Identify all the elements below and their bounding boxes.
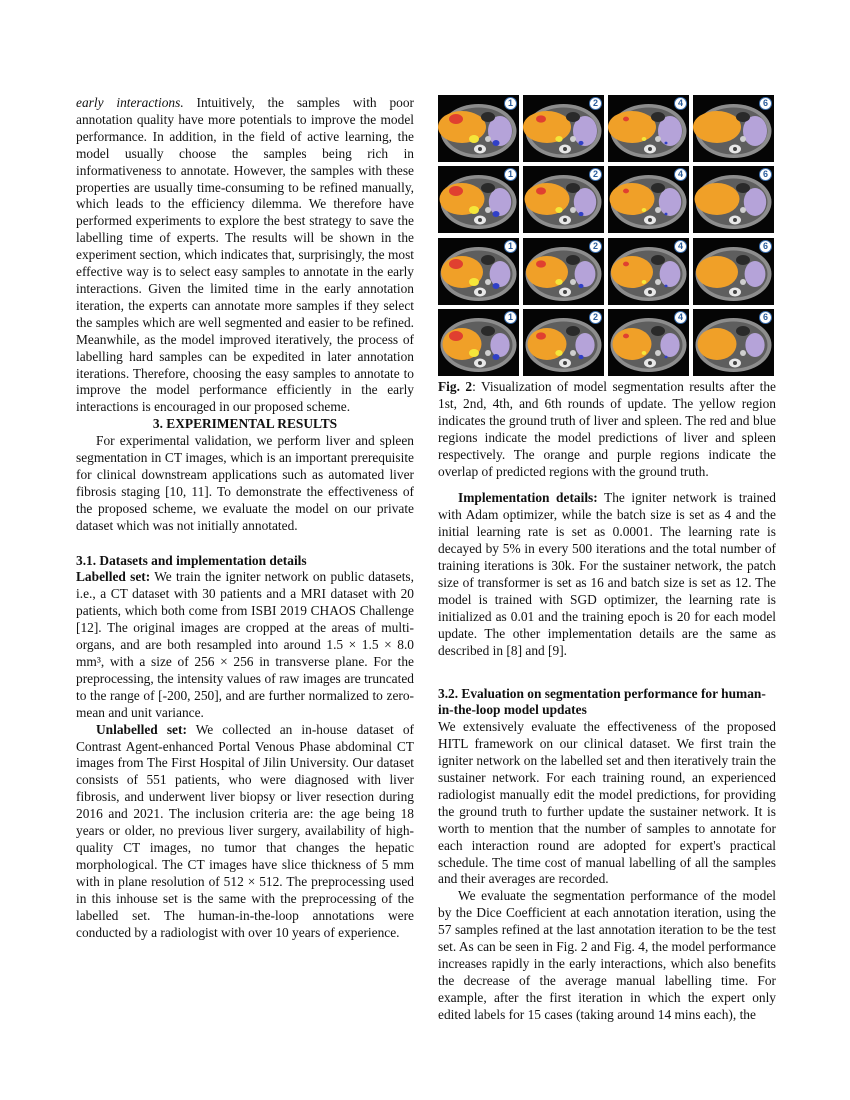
unlabelled-text: We collected an in-house dataset of Contrast Agent-enhanced Portal Venous Phase abdominal CT images from The First Hospital of Jilin University. Our dataset consists of 551 patients, who were diagnosed with liver fibrosis, and underwent liver biopsy or liver resection during 2016 and 2021. The inclusion criteria are: the age being 18 years or older, no previous liver surgery, availability of high-quality CT images, no tumor that changes the hepatic morphological. The CT images have slice thickness of 5 mm with in plane resolution of 512 × 512. The preprocessing used in this inhouse set is the same with the preprocessing of the labelled set. The human-in-the-loop annotations were conducted by a radiologist with over 10 years of experience. bbox=[76, 721, 414, 940]
ct-slice-thumbnail bbox=[608, 166, 689, 233]
liver-prediction-error bbox=[623, 117, 629, 122]
spleen-region bbox=[744, 188, 766, 216]
liver-prediction-error bbox=[449, 259, 463, 269]
stomach-gas bbox=[566, 183, 580, 193]
stomach-gas bbox=[736, 183, 750, 193]
aorta bbox=[655, 350, 661, 356]
round-badge: 1 bbox=[504, 311, 517, 324]
spleen-region bbox=[490, 261, 511, 287]
spacer bbox=[76, 535, 414, 553]
aorta bbox=[655, 207, 661, 213]
aorta bbox=[485, 350, 491, 356]
liver-prediction-error bbox=[623, 189, 629, 194]
paragraph-evaluation-2: We evaluate the segmentation performance of the model by the Dice Coefficient at each annotation iteration, using the 57 samples refined at the last annotation iteration to be the test set. As can be seen in Fig. 2 and Fig. 4, the model performance increases rapidly in the early interactions, which also benefits the decrease of the average manual labelling time. For example, after the first iteration in which the expert only edited labels for 15 cases (taking around 14 mins each), the bbox=[438, 888, 776, 1022]
aorta bbox=[740, 350, 746, 356]
round-badge: 4 bbox=[674, 311, 687, 324]
spleen-region bbox=[575, 261, 596, 287]
spleen-region bbox=[489, 188, 511, 216]
aorta bbox=[485, 207, 491, 213]
stomach-gas bbox=[651, 112, 665, 122]
spleen-region bbox=[745, 261, 766, 287]
aorta bbox=[740, 207, 746, 213]
spleen-prediction-error bbox=[579, 355, 584, 359]
ground-truth-region bbox=[469, 135, 479, 143]
spleen-region bbox=[575, 333, 594, 357]
ct-slice-thumbnail bbox=[523, 309, 604, 376]
paragraph-text: Intuitively, the samples with poor annotation quality have more potentials to improve the model performance. In addition, in the field of active learning, the model usually choose the samples being rich in informativeness to annotate. However, the samples with these properties are usually time-consuming to be refined manually, which leads to the efficiency dilemma. We therefore have performed experiments to explore the best strategy to save the labelling time of experts. The results will be shown in the experiment section, which indicates that, surprisingly, the most effective way is to select easy samples to annotate in the early interactions. Given the limited time in the early annotation iteration, the experts can annotate more samples if they select the samples which are well segmented and easier to be refined. Meanwhile, as the model improved iteratively, the process of labelling hard samples can be expedited in later annotation iterations. Therefore, choosing the easy samples to annotate to improve the model performance efficiently in the early interactions is encouraged in our proposed scheme. bbox=[76, 95, 415, 415]
spinal-canal bbox=[648, 147, 652, 151]
implementation-text: The igniter network is trained with Adam optimizer, while the batch size is set as 4 and the initial learning rate is set as 0.0001. The learning rate is decayed by 5% in every 500 iterations and the total number of training iterations is 30k. For the sustainer network, the patch size of transformer is set as 16 and batch size is set as 12. The model is trained with SGD optimizer, the learning rate is initialized as 0.01 and the training epoch is 20 for each model update. The other implementation details are the same as described in [8] and [9]. bbox=[438, 490, 776, 658]
spleen-prediction-error bbox=[665, 213, 668, 216]
italic-lead: early interactions. bbox=[76, 95, 184, 110]
liver-prediction-error bbox=[449, 114, 463, 124]
stomach-gas bbox=[566, 326, 580, 336]
liver-region bbox=[610, 183, 655, 215]
ground-truth-region bbox=[469, 278, 479, 286]
subsection-title: 3.1. Datasets and implementation details bbox=[76, 552, 307, 568]
spleen-region bbox=[745, 333, 764, 357]
ct-slice-thumbnail bbox=[693, 309, 774, 376]
liver-region bbox=[693, 111, 741, 143]
spleen-prediction-error bbox=[665, 142, 668, 145]
spleen-prediction-error bbox=[579, 141, 584, 145]
liver-prediction-error bbox=[623, 261, 629, 266]
spinal-canal bbox=[563, 361, 567, 365]
spleen-region bbox=[574, 188, 596, 216]
aorta bbox=[740, 279, 746, 285]
paragraph-implementation bbox=[438, 490, 776, 659]
ground-truth-region bbox=[469, 349, 479, 357]
spinal-canal bbox=[563, 218, 567, 222]
ct-slice-thumbnail bbox=[693, 95, 774, 162]
aorta bbox=[570, 136, 576, 142]
ground-truth-region bbox=[642, 137, 647, 141]
aorta bbox=[655, 136, 661, 142]
spleen-prediction-error bbox=[493, 354, 500, 360]
ct-slice-thumbnail bbox=[693, 238, 774, 305]
aorta bbox=[655, 279, 661, 285]
spinal-canal bbox=[478, 290, 482, 294]
spinal-canal bbox=[478, 147, 482, 151]
stomach-gas bbox=[736, 255, 750, 265]
stomach-gas bbox=[566, 255, 580, 265]
stomach-gas bbox=[481, 255, 495, 265]
spinal-canal bbox=[478, 218, 482, 222]
round-badge: 1 bbox=[504, 240, 517, 253]
liver-prediction-error bbox=[536, 332, 546, 339]
liver-region bbox=[608, 111, 656, 143]
spinal-canal bbox=[563, 290, 567, 294]
aorta bbox=[485, 136, 491, 142]
paragraph-strategy bbox=[76, 95, 414, 416]
round-badge: 6 bbox=[759, 168, 772, 181]
spinal-canal bbox=[648, 218, 652, 222]
stomach-gas bbox=[481, 183, 495, 193]
stomach-gas bbox=[736, 112, 750, 122]
spinal-canal bbox=[733, 147, 737, 151]
paragraph-experimental: For experimental validation, we perform liver and spleen segmentation in CT images, which is an important prerequisite for clinical downstream applications such as automated liver fibrosis staging [10, 11]. To demonstrate the effectiveness of the proposed scheme, we evaluate the model on our private dataset which was not initially annotated. bbox=[76, 433, 414, 533]
ct-slice-thumbnail bbox=[693, 166, 774, 233]
stomach-gas bbox=[736, 326, 750, 336]
ground-truth-region bbox=[555, 350, 562, 356]
paragraph-unlabelled-set bbox=[76, 722, 414, 942]
liver-region bbox=[525, 183, 570, 215]
liver-region bbox=[611, 256, 653, 288]
spleen-prediction-error bbox=[493, 140, 500, 146]
liver-prediction-error bbox=[536, 115, 546, 122]
segmentation-figure bbox=[438, 95, 776, 375]
ct-slice-thumbnail bbox=[523, 166, 604, 233]
ground-truth-region bbox=[555, 207, 562, 213]
spinal-canal bbox=[733, 290, 737, 294]
ct-slice-thumbnail bbox=[523, 95, 604, 162]
spleen-prediction-error bbox=[579, 283, 584, 287]
ground-truth-region bbox=[555, 279, 562, 285]
round-badge: 6 bbox=[759, 97, 772, 110]
paragraph-evaluation-1: We extensively evaluate the effectiveness of the proposed HITL framework on our clinical dataset. We first train the igniter network on the labelled set and then iteratively train the sustainer network. For each training round, an experienced radiologist manually edit the model predictions, for providing the ground truth to further update the sustainer network. It is worth to mention that the number of samples to annotate for each interaction round are adopted for expert's practical schedule. The time cost of manual labelling of all the samples and their averages are recorded. bbox=[438, 719, 776, 887]
ct-slice-thumbnail bbox=[438, 95, 519, 162]
spacer bbox=[438, 660, 776, 686]
ground-truth-region bbox=[642, 280, 647, 284]
liver-region bbox=[523, 111, 571, 143]
liver-prediction-error bbox=[449, 331, 463, 341]
stomach-gas bbox=[566, 112, 580, 122]
liver-prediction-error bbox=[623, 334, 629, 339]
caption-label: Fig. 2 bbox=[438, 379, 473, 394]
liver-prediction-error bbox=[449, 186, 463, 196]
spacer bbox=[438, 480, 776, 490]
liver-prediction-error bbox=[536, 260, 546, 267]
spleen-prediction-error bbox=[493, 283, 500, 289]
ct-slice-thumbnail bbox=[608, 95, 689, 162]
round-badge: 2 bbox=[589, 240, 602, 253]
stomach-gas bbox=[651, 183, 665, 193]
ground-truth-region bbox=[642, 208, 647, 212]
liver-region bbox=[613, 328, 652, 360]
round-badge: 2 bbox=[589, 168, 602, 181]
labelled-text: We train the igniter network on public datasets, i.e., a CT dataset with 30 patients and a MRI dataset with 20 patients, which both come from ISBI 2019 CHAOS Challenge [12]. The original images are cropped at the areas of multi-organs, and are both resampled into around 1.5 × 1.5 × 8.0 mm³, with a size of 256 × 256 in transverse plane. For the preprocessing, the intensity values of raw images are truncated to the range of [-200, 250], and are further normalized to zero-mean and unit variance. bbox=[76, 569, 414, 720]
round-badge: 2 bbox=[589, 97, 602, 110]
aorta bbox=[740, 136, 746, 142]
spinal-canal bbox=[733, 218, 737, 222]
right-column bbox=[438, 95, 776, 1024]
ct-slice-thumbnail bbox=[608, 309, 689, 376]
spleen-region bbox=[660, 333, 679, 357]
liver-region bbox=[695, 183, 740, 215]
round-badge: 2 bbox=[589, 311, 602, 324]
spleen-region bbox=[660, 261, 681, 287]
section-title: 3. EXPERIMENTAL RESULTS bbox=[152, 416, 338, 432]
spinal-canal bbox=[733, 361, 737, 365]
round-badge: 1 bbox=[504, 97, 517, 110]
ct-slice-thumbnail bbox=[608, 238, 689, 305]
spleen-prediction-error bbox=[665, 284, 668, 287]
ct-slice-thumbnail bbox=[438, 309, 519, 376]
stomach-gas bbox=[651, 255, 665, 265]
ct-slice-thumbnail bbox=[438, 238, 519, 305]
aorta bbox=[485, 279, 491, 285]
implementation-heading: Implementation details: bbox=[458, 490, 598, 506]
round-badge: 4 bbox=[674, 168, 687, 181]
aorta bbox=[570, 207, 576, 213]
spleen-prediction-error bbox=[493, 211, 500, 217]
spleen-prediction-error bbox=[579, 212, 584, 216]
stomach-gas bbox=[481, 326, 495, 336]
ground-truth-region bbox=[642, 351, 647, 355]
left-column bbox=[76, 95, 414, 941]
subsection2-title: 3.2. Evaluation on segmentation performance for human-in-the-loop model updates bbox=[438, 685, 766, 718]
round-badge: 4 bbox=[674, 240, 687, 253]
aorta bbox=[570, 350, 576, 356]
spinal-canal bbox=[478, 361, 482, 365]
liver-region bbox=[696, 256, 738, 288]
stomach-gas bbox=[651, 326, 665, 336]
paragraph-labelled-set bbox=[76, 569, 414, 721]
ground-truth-region bbox=[469, 206, 479, 214]
liver-prediction-error bbox=[536, 188, 546, 195]
round-badge: 6 bbox=[759, 240, 772, 253]
spleen-region bbox=[659, 188, 681, 216]
round-badge: 6 bbox=[759, 311, 772, 324]
stomach-gas bbox=[481, 112, 495, 122]
aorta bbox=[570, 279, 576, 285]
spleen-region bbox=[490, 333, 509, 357]
spinal-canal bbox=[563, 147, 567, 151]
ct-slice-thumbnail bbox=[438, 166, 519, 233]
unlabelled-heading: Unlabelled set: bbox=[96, 721, 187, 737]
spleen-prediction-error bbox=[665, 356, 668, 359]
round-badge: 4 bbox=[674, 97, 687, 110]
spinal-canal bbox=[648, 361, 652, 365]
ct-slice-thumbnail bbox=[523, 238, 604, 305]
ground-truth-region bbox=[555, 136, 562, 142]
liver-region bbox=[698, 328, 737, 360]
labelled-heading: Labelled set: bbox=[76, 569, 151, 585]
spinal-canal bbox=[648, 290, 652, 294]
round-badge: 1 bbox=[504, 168, 517, 181]
figure-caption bbox=[438, 379, 776, 480]
caption-text: : Visualization of model segmentation results after the 1st, 2nd, 4th, and 6th rounds of update. The yellow region indicates the ground truth of liver and spleen. The red and blue regions indicate the model predictions of liver and spleen respectively. The orange and purple regions indicate the overlap of predicted regions with the ground truth. bbox=[438, 379, 776, 479]
